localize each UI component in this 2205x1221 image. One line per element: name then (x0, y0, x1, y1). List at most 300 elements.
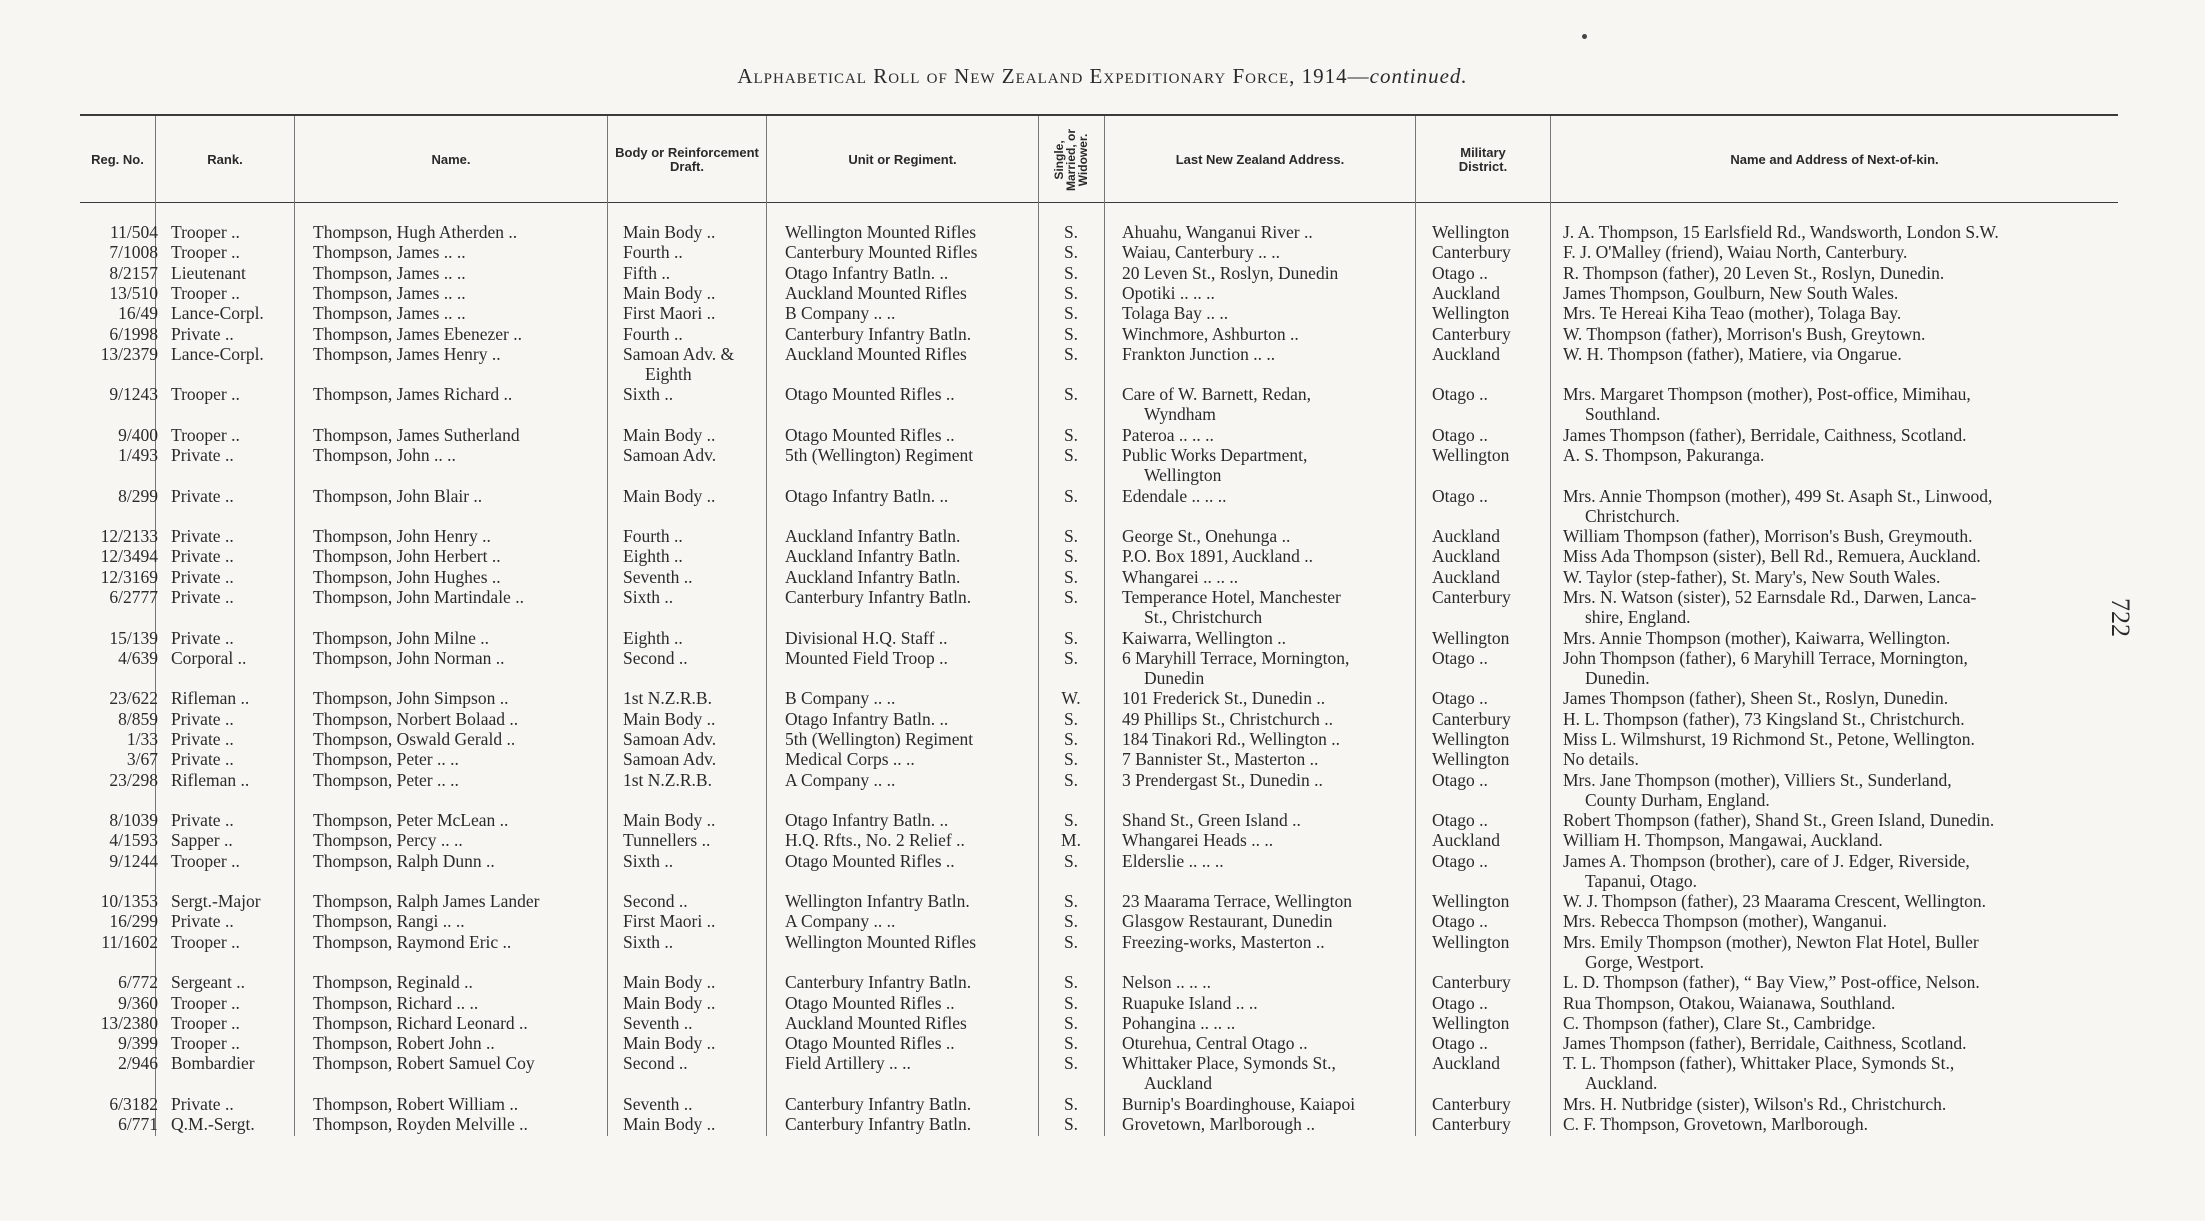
body-draft-cell-text: Main Body .. (623, 1033, 716, 1054)
status-cell-text: S. (1063, 972, 1079, 993)
district-cell (1432, 384, 1488, 404)
name-cell-text: Thompson, Ralph James Lander (313, 891, 540, 912)
body-draft-cell-text: Fourth .. (623, 526, 683, 547)
district-cell-text: Otago .. (1432, 911, 1488, 932)
next-of-kin-cell-text: W. J. Thompson (father), 23 Maarama Crescent, Wellington. (1563, 891, 1987, 912)
reg-no-cell-text: 6/3182 (109, 1093, 158, 1114)
unit-cell-text: H.Q. Rfts., No. 2 Relief .. (785, 830, 965, 851)
name-cell-text: Thompson, John Henry .. (313, 526, 491, 547)
next-of-kin-cell-text: Miss Ada Thompson (sister), Bell Rd., Remuera, Auckland. (1563, 546, 1981, 567)
rank-cell-text: Sapper .. (171, 830, 233, 851)
unit-cell (785, 993, 955, 1013)
status-cell-text: S. (1063, 891, 1079, 912)
unit-cell (785, 911, 895, 931)
district-cell-text: Wellington (1432, 627, 1510, 648)
unit-cell (785, 830, 965, 850)
status-cell-text: S. (1063, 627, 1079, 648)
district-cell-text: Wellington (1432, 222, 1510, 242)
reg-no-cell (62, 911, 158, 931)
district-cell-text: Auckland (1432, 526, 1501, 547)
body-draft-cell (623, 567, 693, 587)
unit-cell (785, 729, 973, 749)
header-status-text: Single, Married, or Widower. (1052, 128, 1091, 192)
unit-cell (785, 546, 960, 566)
unit-cell (785, 384, 955, 404)
district-cell (1432, 1094, 1511, 1114)
body-draft-cell (623, 648, 688, 668)
body-draft-cell (623, 993, 715, 1013)
name-cell (313, 222, 517, 242)
rank-cell (171, 830, 233, 850)
body-draft-cell-continuation: Eighth (645, 363, 692, 384)
unit-cell-text: Mounted Field Troop .. (785, 647, 948, 668)
unit-cell (785, 688, 895, 708)
rank-cell-text: Private .. (171, 749, 234, 770)
address-cell (1122, 587, 1341, 627)
body-draft-cell-text: Fourth .. (623, 242, 683, 263)
next-of-kin-cell-text: James Thompson (father), Sheen St., Roslyn, Dunedin. (1563, 688, 1949, 709)
unit-cell (785, 810, 948, 830)
status-cell (1061, 486, 1081, 506)
next-of-kin-cell (1563, 324, 1925, 344)
unit-cell (785, 222, 976, 242)
reg-no-cell (62, 648, 158, 668)
next-of-kin-cell-text: C. Thompson (father), Clare St., Cambridge. (1563, 1012, 1876, 1033)
reg-no-cell-text: 13/510 (109, 282, 158, 303)
unit-cell (785, 709, 948, 729)
unit-cell-text: Auckland Mounted Rifles (785, 282, 967, 303)
rank-cell-text: Private .. (171, 566, 234, 587)
district-cell (1432, 709, 1511, 729)
name-cell-text: Thompson, James Henry .. (313, 343, 501, 364)
name-cell (313, 749, 459, 769)
address-cell-text: Edendale .. .. .. (1122, 485, 1227, 506)
rank-cell-text: Private .. (171, 485, 234, 506)
rank-cell (171, 709, 234, 729)
name-cell-text: Thompson, James .. .. (313, 262, 466, 283)
rank-cell (171, 911, 234, 931)
next-of-kin-cell (1563, 486, 1992, 526)
status-cell-text: W. (1061, 688, 1081, 709)
address-cell-continuation: Auckland (1144, 1073, 1213, 1094)
name-cell (313, 567, 501, 587)
address-cell (1122, 830, 1273, 850)
status-cell-text: S. (1063, 222, 1079, 242)
body-draft-cell (623, 688, 712, 708)
next-of-kin-cell (1563, 303, 1901, 323)
district-cell (1432, 851, 1488, 871)
status-cell (1061, 1053, 1081, 1073)
status-cell-text: S. (1063, 485, 1079, 506)
district-cell-text: Canterbury (1432, 1093, 1511, 1114)
next-of-kin-cell-text: Mrs. H. Nutbridge (sister), Wilson's Rd., Christchurch. (1563, 1093, 1947, 1114)
status-cell (1061, 344, 1081, 364)
status-cell (1061, 729, 1081, 749)
district-cell-text: Canterbury (1432, 587, 1511, 607)
name-cell (313, 932, 511, 952)
unit-cell-text: Auckland Mounted Rifles (785, 1012, 967, 1033)
name-cell-text: Thompson, Rangi .. .. (313, 911, 465, 932)
body-draft-cell (623, 425, 715, 445)
address-cell-text: George St., Onehunga .. (1122, 526, 1291, 547)
body-draft-cell (623, 1094, 693, 1114)
rank-cell-text: Trooper .. (171, 424, 240, 445)
district-cell-text: Otago .. (1432, 850, 1488, 871)
unit-cell-text: 5th (Wellington) Regiment (785, 728, 974, 749)
address-cell (1122, 851, 1224, 871)
name-cell (313, 1094, 518, 1114)
body-draft-cell-text: Eighth .. (623, 546, 683, 567)
unit-cell (785, 1053, 911, 1073)
reg-no-cell-text: 9/1244 (109, 850, 158, 871)
district-cell-text: Otago .. (1432, 810, 1488, 830)
body-draft-cell-text: Fourth .. (623, 323, 683, 344)
next-of-kin-cell (1563, 445, 1764, 465)
rank-cell (171, 1114, 255, 1134)
address-cell (1122, 810, 1301, 830)
next-of-kin-cell-continuation: Tapanui, Otago. (1585, 870, 1698, 891)
body-draft-cell-text: Fifth .. (623, 262, 671, 283)
reg-no-cell (62, 344, 158, 364)
name-cell-text: Thompson, Percy .. .. (313, 830, 463, 851)
address-cell (1122, 1033, 1308, 1053)
unit-cell (785, 283, 967, 303)
next-of-kin-cell (1563, 851, 1970, 891)
status-cell-text: S. (1063, 384, 1079, 405)
address-cell-text: Opotiki .. .. .. (1122, 282, 1215, 303)
status-cell (1061, 1033, 1081, 1053)
reg-no-cell (62, 526, 158, 546)
rank-cell-text: Private .. (171, 627, 234, 648)
body-draft-cell-text: First Maori .. (623, 303, 716, 324)
column-rule (294, 116, 295, 1136)
address-cell-continuation: Wyndham (1144, 404, 1216, 425)
unit-cell (785, 648, 948, 668)
rank-cell (171, 344, 264, 364)
name-cell (313, 1013, 528, 1033)
address-cell (1122, 445, 1307, 485)
unit-cell-text: B Company .. .. (785, 303, 896, 324)
district-cell-text: Wellington (1432, 891, 1510, 912)
status-cell (1061, 932, 1081, 952)
address-cell-text: Ruapuke Island .. .. (1122, 992, 1258, 1013)
name-cell-text: Thompson, Royden Melville .. (313, 1114, 528, 1135)
reg-no-cell (62, 628, 158, 648)
rank-cell (171, 932, 240, 952)
address-cell-text: Whangarei Heads .. .. (1122, 830, 1274, 851)
body-draft-cell-text: Second .. (623, 647, 688, 668)
next-of-kin-cell-text: Rua Thompson, Otakou, Waianawa, Southland. (1563, 992, 1896, 1013)
district-cell (1432, 526, 1500, 546)
unit-cell (785, 587, 971, 607)
next-of-kin-cell-text: Miss L. Wilmshurst, 19 Richmond St., Petone, Wellington. (1563, 728, 1975, 749)
title-main: Alphabetical Roll of New Zealand Expeditionary Force, 1914— (737, 64, 1370, 88)
reg-no-cell (62, 688, 158, 708)
next-of-kin-cell-text: Robert Thompson (father), Shand St., Green Island, Dunedin. (1563, 810, 1995, 830)
rank-cell-text: Lance-Corpl. (171, 343, 264, 364)
address-cell (1122, 729, 1340, 749)
header-body: Body or Reinforcement Draft. (615, 145, 759, 174)
unit-cell (785, 851, 955, 871)
address-cell (1122, 344, 1275, 364)
body-draft-cell-text: First Maori .. (623, 911, 716, 932)
district-cell (1432, 972, 1511, 992)
rank-cell-text: Trooper .. (171, 992, 240, 1013)
body-draft-cell (623, 587, 673, 607)
reg-no-cell (62, 222, 158, 242)
district-cell-text: Wellington (1432, 931, 1510, 952)
name-cell (313, 770, 459, 790)
unit-cell (785, 344, 967, 364)
address-cell (1122, 222, 1313, 242)
rank-cell-text: Lieutenant (171, 262, 246, 283)
next-of-kin-cell (1563, 567, 1940, 587)
body-draft-cell (623, 810, 715, 830)
unit-cell-text: Canterbury Infantry Batln. (785, 587, 972, 607)
reg-no-cell (62, 729, 158, 749)
unit-cell-text: Divisional H.Q. Staff .. (785, 627, 948, 648)
reg-no-cell (62, 972, 158, 992)
name-cell-text: Thompson, James .. .. (313, 242, 466, 263)
unit-cell-text: Auckland Infantry Batln. (785, 526, 961, 547)
unit-cell-text: Wellington Mounted Rifles (785, 931, 977, 952)
name-cell (313, 993, 478, 1013)
reg-no-cell-text: 9/400 (118, 424, 158, 445)
next-of-kin-cell-continuation: Auckland. (1585, 1073, 1658, 1094)
body-draft-cell-text: Eighth .. (623, 627, 683, 648)
unit-cell-text: Auckland Infantry Batln. (785, 566, 961, 587)
district-cell (1432, 425, 1488, 445)
status-cell (1061, 993, 1081, 1013)
district-cell (1432, 688, 1488, 708)
reg-no-cell (62, 546, 158, 566)
address-cell-continuation: Wellington (1144, 465, 1222, 486)
reg-no-cell (62, 932, 158, 952)
address-cell (1122, 283, 1215, 303)
status-cell (1061, 770, 1081, 790)
name-cell-text: Thompson, John Blair .. (313, 485, 483, 506)
rank-cell (171, 425, 240, 445)
status-cell (1061, 688, 1081, 708)
district-cell-text: Otago .. (1432, 384, 1488, 405)
rank-cell (171, 222, 240, 242)
name-cell-text: Thompson, Richard .. .. (313, 992, 479, 1013)
rank-cell (171, 729, 234, 749)
next-of-kin-cell (1563, 1094, 1946, 1114)
rank-cell-text: Trooper .. (171, 282, 240, 303)
rank-cell (171, 567, 234, 587)
rank-cell (171, 1053, 255, 1073)
reg-no-cell (62, 242, 158, 262)
next-of-kin-cell-text: Mrs. Jane Thompson (mother), Villiers St., Sunderland, (1563, 769, 1952, 790)
rank-cell-text: Private .. (171, 728, 234, 749)
address-cell (1122, 932, 1325, 952)
body-draft-cell (623, 1053, 688, 1073)
address-cell-text: 23 Maarama Terrace, Wellington (1122, 891, 1352, 912)
name-cell (313, 344, 501, 364)
address-cell-text: Elderslie .. .. .. (1122, 850, 1224, 871)
unit-cell-text: Auckland Mounted Rifles (785, 343, 967, 364)
reg-no-cell-text: 1/33 (126, 728, 158, 749)
status-cell-text: S. (1063, 262, 1079, 283)
body-draft-cell-text: Main Body .. (623, 992, 716, 1013)
unit-cell (785, 1013, 967, 1033)
district-cell (1432, 749, 1509, 769)
rank-cell (171, 1013, 240, 1033)
name-cell (313, 911, 465, 931)
next-of-kin-cell-text: Mrs. Rebecca Thompson (mother), Wanganui. (1563, 911, 1888, 932)
reg-no-cell-text: 16/49 (118, 303, 158, 324)
address-cell-text: Temperance Hotel, Manchester (1122, 587, 1341, 607)
rank-cell (171, 283, 240, 303)
unit-cell (785, 1114, 971, 1134)
column-rule (1104, 116, 1105, 1136)
address-cell (1122, 526, 1290, 546)
name-cell-text: Thompson, Robert Samuel Coy (313, 1053, 535, 1074)
status-cell-text: S. (1063, 1114, 1079, 1135)
rank-cell (171, 891, 261, 911)
status-cell-text: S. (1063, 1012, 1079, 1033)
body-draft-cell-text: Samoan Adv. (623, 445, 717, 466)
name-cell-text: Thompson, James .. .. (313, 303, 466, 324)
body-draft-cell (623, 445, 716, 465)
rank-cell (171, 546, 234, 566)
next-of-kin-cell-text: J. A. Thompson, 15 Earlsfield Rd., Wandsworth, London S.W. (1563, 222, 1999, 242)
body-draft-cell-text: Sixth .. (623, 931, 674, 952)
status-cell-text: S. (1063, 566, 1079, 587)
rank-cell (171, 648, 246, 668)
unit-cell (785, 1094, 971, 1114)
name-cell (313, 729, 515, 749)
next-of-kin-cell-text: C. F. Thompson, Grovetown, Marlborough. (1563, 1114, 1869, 1135)
rank-cell (171, 628, 234, 648)
district-cell (1432, 729, 1509, 749)
rank-cell-text: Trooper .. (171, 222, 240, 242)
header-next-of-kin: Name and Address of Next-of-kin. (1730, 152, 1939, 167)
reg-no-cell (62, 384, 158, 404)
address-cell-text: 49 Phillips St., Christchurch .. (1122, 708, 1333, 729)
district-cell-text: Auckland (1432, 282, 1501, 303)
name-cell (313, 486, 482, 506)
name-cell (313, 303, 466, 323)
district-cell-text: Canterbury (1432, 323, 1511, 344)
address-cell-text: 101 Frederick St., Dunedin .. (1122, 688, 1326, 709)
reg-no-cell-text: 6/772 (118, 972, 158, 993)
address-cell-text: 184 Tinakori Rd., Wellington .. (1122, 728, 1341, 749)
unit-cell-text: Medical Corps .. .. (785, 749, 915, 770)
reg-no-cell (62, 283, 158, 303)
rank-cell-text: Trooper .. (171, 384, 240, 405)
reg-no-cell (62, 1013, 158, 1033)
address-cell (1122, 648, 1349, 688)
unit-cell (785, 263, 948, 283)
reg-no-cell-text: 23/298 (109, 769, 158, 790)
next-of-kin-cell (1563, 648, 1968, 688)
page-title (0, 64, 2205, 89)
status-cell-text: M. (1061, 830, 1081, 851)
unit-cell-text: Wellington Mounted Rifles (785, 222, 977, 242)
unit-cell (785, 242, 977, 262)
next-of-kin-cell (1563, 891, 1986, 911)
rank-cell (171, 486, 234, 506)
name-cell-text: Thompson, Oswald Gerald .. (313, 728, 516, 749)
unit-cell-text: Canterbury Infantry Batln. (785, 1114, 972, 1135)
unit-cell (785, 526, 960, 546)
rank-cell-text: Sergt.-Major (171, 891, 261, 912)
header-unit: Unit or Regiment. (848, 152, 957, 167)
district-cell-text: Canterbury (1432, 242, 1511, 263)
unit-cell-text: Otago Infantry Batln. .. (785, 810, 949, 830)
rank-cell-text: Private .. (171, 323, 234, 344)
rank-cell-text: Trooper .. (171, 931, 240, 952)
body-draft-cell (623, 1114, 715, 1134)
reg-no-cell (62, 567, 158, 587)
next-of-kin-cell (1563, 546, 1981, 566)
status-cell-text: S. (1063, 1093, 1079, 1114)
name-cell (313, 628, 489, 648)
unit-cell (785, 486, 948, 506)
unit-cell-text: Wellington Infantry Batln. (785, 891, 970, 912)
rank-cell-text: Private .. (171, 587, 234, 607)
reg-no-cell (62, 324, 158, 344)
next-of-kin-cell (1563, 1033, 1967, 1053)
address-cell (1122, 242, 1280, 262)
address-cell (1122, 688, 1325, 708)
reg-no-cell (62, 830, 158, 850)
body-draft-cell (623, 263, 670, 283)
body-draft-cell (623, 911, 715, 931)
unit-cell (785, 770, 895, 790)
body-draft-cell-text: Seventh .. (623, 1093, 693, 1114)
next-of-kin-cell (1563, 932, 1979, 972)
unit-cell-text: Field Artillery .. .. (785, 1053, 911, 1074)
reg-no-cell-text: 6/2777 (109, 587, 158, 607)
body-draft-cell (623, 344, 734, 384)
address-cell (1122, 1013, 1235, 1033)
reg-no-cell (62, 445, 158, 465)
rank-cell (171, 1033, 240, 1053)
next-of-kin-cell-text: John Thompson (father), 6 Maryhill Terrace, Mornington, (1563, 647, 1968, 668)
next-of-kin-cell (1563, 384, 1971, 424)
status-cell (1061, 263, 1081, 283)
next-of-kin-cell-text: W. Taylor (step-father), St. Mary's, New South Wales. (1563, 566, 1941, 587)
unit-cell (785, 749, 915, 769)
next-of-kin-cell-text: H. L. Thompson (father), 73 Kingsland St., Christchurch. (1563, 708, 1965, 729)
address-cell (1122, 749, 1318, 769)
name-cell-text: Thompson, Raymond Eric .. (313, 931, 512, 952)
district-cell-text: Auckland (1432, 1053, 1501, 1074)
address-cell-text: Whangarei .. .. .. (1122, 566, 1239, 587)
name-cell (313, 688, 508, 708)
reg-no-cell-text: 8/299 (118, 485, 158, 506)
body-draft-cell (623, 851, 673, 871)
next-of-kin-cell-text: James A. Thompson (brother), care of J. Edger, Riverside, (1563, 850, 1970, 871)
name-cell-text: Thompson, Peter McLean .. (313, 810, 509, 830)
rank-cell (171, 587, 234, 607)
reg-no-cell-text: 6/771 (118, 1114, 158, 1135)
header-reg-no: Reg. No. (91, 152, 144, 167)
status-cell (1061, 425, 1081, 445)
reg-no-cell-text: 12/3169 (100, 566, 158, 587)
reg-no-cell-text: 23/622 (109, 688, 158, 709)
body-draft-cell-text: Samoan Adv. (623, 728, 717, 749)
status-cell (1061, 972, 1081, 992)
status-cell (1061, 587, 1081, 607)
address-cell-text: Kaiwarra, Wellington .. (1122, 627, 1286, 648)
address-cell (1122, 303, 1228, 323)
next-of-kin-cell-text: W. Thompson (father), Morrison's Bush, Greytown. (1563, 323, 1926, 344)
rank-cell (171, 324, 234, 344)
